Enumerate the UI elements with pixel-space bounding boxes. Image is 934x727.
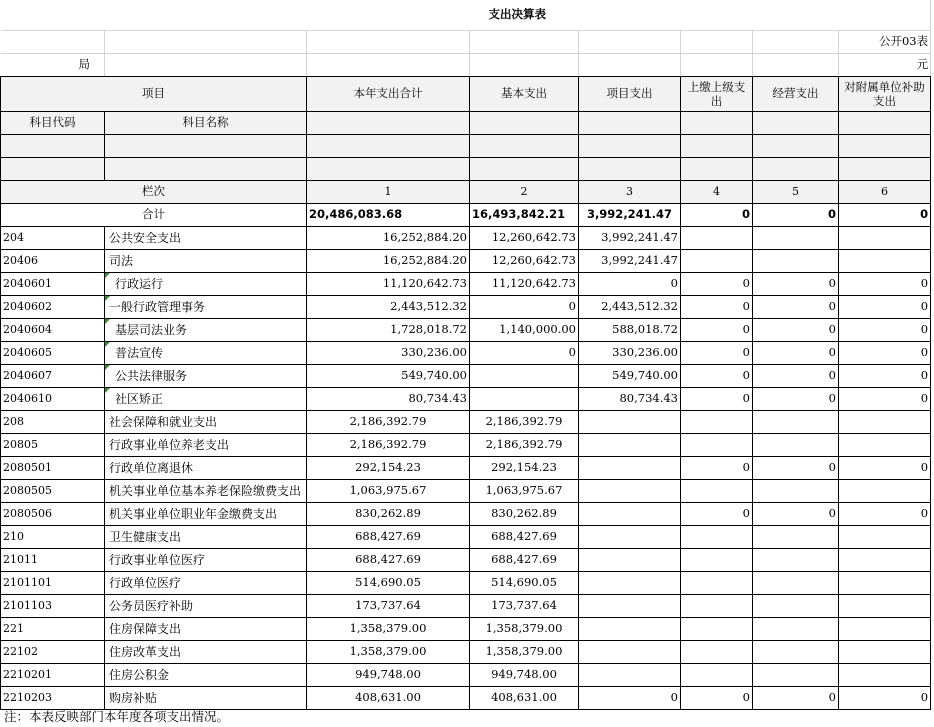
subject-name: 行政事业单位医疗 [105,548,307,571]
cell-value: 173,737.64 [470,594,579,617]
cell-value: 173,737.64 [307,594,470,617]
table-row [1,249,931,272]
cell-value [839,663,931,686]
cell-value: 1,063,975.67 [470,479,579,502]
table-title: 支出决算表 [105,0,931,30]
column-number: 6 [839,180,931,203]
column-number: 5 [753,180,839,203]
cell-value [579,617,681,640]
cell-value: 0 [753,387,839,410]
cell-value: 0 [839,387,931,410]
cell-value: 0 [839,295,931,318]
subject-name: 行政运行 [105,272,307,295]
cell-value: 1,358,379.00 [470,617,579,640]
cell-value [753,249,839,272]
column-number-label: 栏次 [1,180,307,203]
table-row [1,663,931,686]
cell-value: 514,690.05 [470,571,579,594]
subject-name: 基层司法业务 [105,318,307,341]
cell-value [753,617,839,640]
cell-value: 0 [681,456,753,479]
subject-name: 公务员医疗补助 [105,594,307,617]
cell-value: 0 [839,686,931,709]
cell-value: 11,120,642.73 [470,272,579,295]
total-value: 3,992,241.47 [579,203,681,226]
header-subsidy: 对附属单位补助支出 [839,76,931,111]
cell-value: 408,631.00 [470,686,579,709]
cell-value [681,410,753,433]
cell-value: 1,140,000.00 [470,318,579,341]
cell-value [579,594,681,617]
subject-code: 2040605 [1,341,105,364]
cell-value [839,249,931,272]
cell-value [839,525,931,548]
table-row [1,295,931,318]
cell-value: 688,427.69 [307,548,470,571]
cell-value: 688,427.69 [470,525,579,548]
cell-value: 514,690.05 [307,571,470,594]
table-row [1,456,931,479]
table-row [1,272,931,295]
table-row [1,364,931,387]
cell-value: 0 [753,502,839,525]
cell-value [839,594,931,617]
cell-value: 549,740.00 [579,364,681,387]
cell-value [753,226,839,249]
cell-value: 0 [839,272,931,295]
table-row [1,318,931,341]
table-row [1,686,931,709]
cell-value [681,525,753,548]
cell-value: 830,262.89 [470,502,579,525]
total-value: 20,486,083.68 [307,203,470,226]
cell-value: 408,631.00 [307,686,470,709]
cell-value: 1,358,379.00 [307,617,470,640]
cell-value: 2,443,512.32 [307,295,470,318]
header-subject-name: 科目名称 [105,111,307,134]
subject-name: 住房保障支出 [105,617,307,640]
cell-value [753,479,839,502]
cell-value: 688,427.69 [470,548,579,571]
total-label: 合计 [1,203,307,226]
cell-value [839,226,931,249]
table-row [1,410,931,433]
cell-value: 330,236.00 [307,341,470,364]
cell-value: 3,992,241.47 [579,226,681,249]
cell-value [579,663,681,686]
table-row [1,502,931,525]
cell-value [681,663,753,686]
cell-value [753,640,839,663]
subject-code: 2040602 [1,295,105,318]
cell-value [839,617,931,640]
cell-value [681,594,753,617]
cell-value: 0 [839,502,931,525]
cell-value: 0 [579,686,681,709]
table-row [1,617,931,640]
table-row [1,479,931,502]
subject-code: 208 [1,410,105,433]
cell-value: 0 [839,364,931,387]
subject-code: 204 [1,226,105,249]
subject-code: 2040601 [1,272,105,295]
cell-value [579,410,681,433]
subject-code: 21011 [1,548,105,571]
cell-value: 80,734.43 [579,387,681,410]
cell-value: 1,358,379.00 [307,640,470,663]
subject-code: 2040604 [1,318,105,341]
subject-code: 2101103 [1,594,105,617]
cell-value: 12,260,642.73 [470,226,579,249]
subject-name: 一般行政管理事务 [105,295,307,318]
header-project: 项目支出 [579,76,681,111]
cell-value [839,479,931,502]
subject-name: 社会保障和就业支出 [105,410,307,433]
table-row [1,226,931,249]
subject-code: 2210203 [1,686,105,709]
cell-value: 2,443,512.32 [579,295,681,318]
subject-code: 210 [1,525,105,548]
table-note: 注：本表反映部门本年度各项支出情况。 [4,709,230,724]
subject-name: 行政单位离退休 [105,456,307,479]
subject-name: 行政单位医疗 [105,571,307,594]
subject-name: 公共法律服务 [105,364,307,387]
column-number: 1 [307,180,470,203]
cell-value: 0 [681,341,753,364]
cell-value [753,594,839,617]
cell-value [681,433,753,456]
cell-value: 1,728,018.72 [307,318,470,341]
cell-value: 16,252,884.20 [307,249,470,272]
subject-code: 2080506 [1,502,105,525]
subject-name: 机关事业单位职业年金缴费支出 [105,502,307,525]
cell-value: 0 [753,272,839,295]
cell-value [579,640,681,663]
cell-value [839,410,931,433]
table-row [1,341,931,364]
cell-value: 0 [681,272,753,295]
total-value: 0 [681,203,753,226]
cell-value: 0 [579,272,681,295]
cell-value: 0 [839,456,931,479]
table-row [1,594,931,617]
cell-value [753,571,839,594]
cell-value [579,548,681,571]
table-row [1,525,931,548]
cell-value: 0 [681,387,753,410]
cell-value: 2,186,392.79 [307,410,470,433]
cell-value [579,502,681,525]
column-number: 3 [579,180,681,203]
cell-value: 0 [753,318,839,341]
total-value: 0 [753,203,839,226]
currency-unit: 元 [839,53,931,76]
subject-name: 卫生健康支出 [105,525,307,548]
cell-value: 80,734.43 [307,387,470,410]
cell-value: 292,154.23 [470,456,579,479]
form-number: 公开03表 [839,30,931,53]
cell-value: 0 [753,341,839,364]
subject-code: 2080501 [1,456,105,479]
cell-value: 0 [753,295,839,318]
subject-code: 221 [1,617,105,640]
cell-value: 0 [681,318,753,341]
subject-name: 购房补贴 [105,686,307,709]
cell-value [753,410,839,433]
subject-code: 2040607 [1,364,105,387]
subject-code: 2040610 [1,387,105,410]
subject-code: 2210201 [1,663,105,686]
cell-value [753,663,839,686]
cell-value [839,433,931,456]
table-row [1,640,931,663]
cell-value: 0 [681,686,753,709]
cell-value: 330,236.00 [579,341,681,364]
cell-value: 0 [470,341,579,364]
cell-value [579,571,681,594]
cell-value [470,364,579,387]
cell-value [681,479,753,502]
cell-value [753,433,839,456]
subject-name: 住房改革支出 [105,640,307,663]
table-row [1,571,931,594]
cell-value: 3,992,241.47 [579,249,681,272]
cell-value [681,617,753,640]
cell-value [470,387,579,410]
cell-value: 688,427.69 [307,525,470,548]
header-basic: 基本支出 [470,76,579,111]
cell-value [753,525,839,548]
cell-value: 11,120,642.73 [307,272,470,295]
cell-value: 1,063,975.67 [307,479,470,502]
subject-name: 住房公积金 [105,663,307,686]
header-subject-code: 科目代码 [1,111,105,134]
cell-value: 0 [753,686,839,709]
subject-name: 公共安全支出 [105,226,307,249]
cell-value: 549,740.00 [307,364,470,387]
table-row [1,433,931,456]
cell-value [839,640,931,663]
cell-value: 2,186,392.79 [470,410,579,433]
cell-value: 0 [681,295,753,318]
total-value: 0 [839,203,931,226]
subject-name: 普法宣传 [105,341,307,364]
total-value: 16,493,842.21 [470,203,579,226]
subject-code: 20805 [1,433,105,456]
cell-value: 588,018.72 [579,318,681,341]
unit-label: 局 [1,53,105,76]
table-row [1,387,931,410]
header-remit-upper: 上缴上级支出 [681,76,753,111]
cell-value: 0 [753,364,839,387]
cell-value [579,433,681,456]
cell-value [579,525,681,548]
cell-value: 0 [839,341,931,364]
column-number: 4 [681,180,753,203]
column-number: 2 [470,180,579,203]
subject-name: 行政事业单位养老支出 [105,433,307,456]
cell-value: 0 [753,456,839,479]
cell-value: 949,748.00 [307,663,470,686]
table-row [1,548,931,571]
cell-value [681,640,753,663]
cell-value [839,571,931,594]
cell-value [681,571,753,594]
subject-code: 2101101 [1,571,105,594]
cell-value [839,548,931,571]
subject-code: 22102 [1,640,105,663]
cell-value: 0 [470,295,579,318]
cell-value: 2,186,392.79 [307,433,470,456]
cell-value: 0 [681,364,753,387]
cell-value: 830,262.89 [307,502,470,525]
cell-value: 0 [839,318,931,341]
subject-code: 2080505 [1,479,105,502]
subject-code: 20406 [1,249,105,272]
cell-value: 2,186,392.79 [470,433,579,456]
cell-value: 292,154.23 [307,456,470,479]
cell-value [681,548,753,571]
subject-name: 社区矫正 [105,387,307,410]
cell-value: 16,252,884.20 [307,226,470,249]
cell-value [579,456,681,479]
cell-value: 1,358,379.00 [470,640,579,663]
header-item: 项目 [1,76,307,111]
subject-name: 机关事业单位基本养老保险缴费支出 [105,479,307,502]
cell-value [681,249,753,272]
subject-name: 司法 [105,249,307,272]
cell-value [681,226,753,249]
cell-value [579,479,681,502]
header-business: 经营支出 [753,76,839,111]
cell-value: 949,748.00 [470,663,579,686]
cell-value: 0 [681,502,753,525]
cell-value: 12,260,642.73 [470,249,579,272]
cell-value [753,548,839,571]
header-total: 本年支出合计 [307,76,470,111]
